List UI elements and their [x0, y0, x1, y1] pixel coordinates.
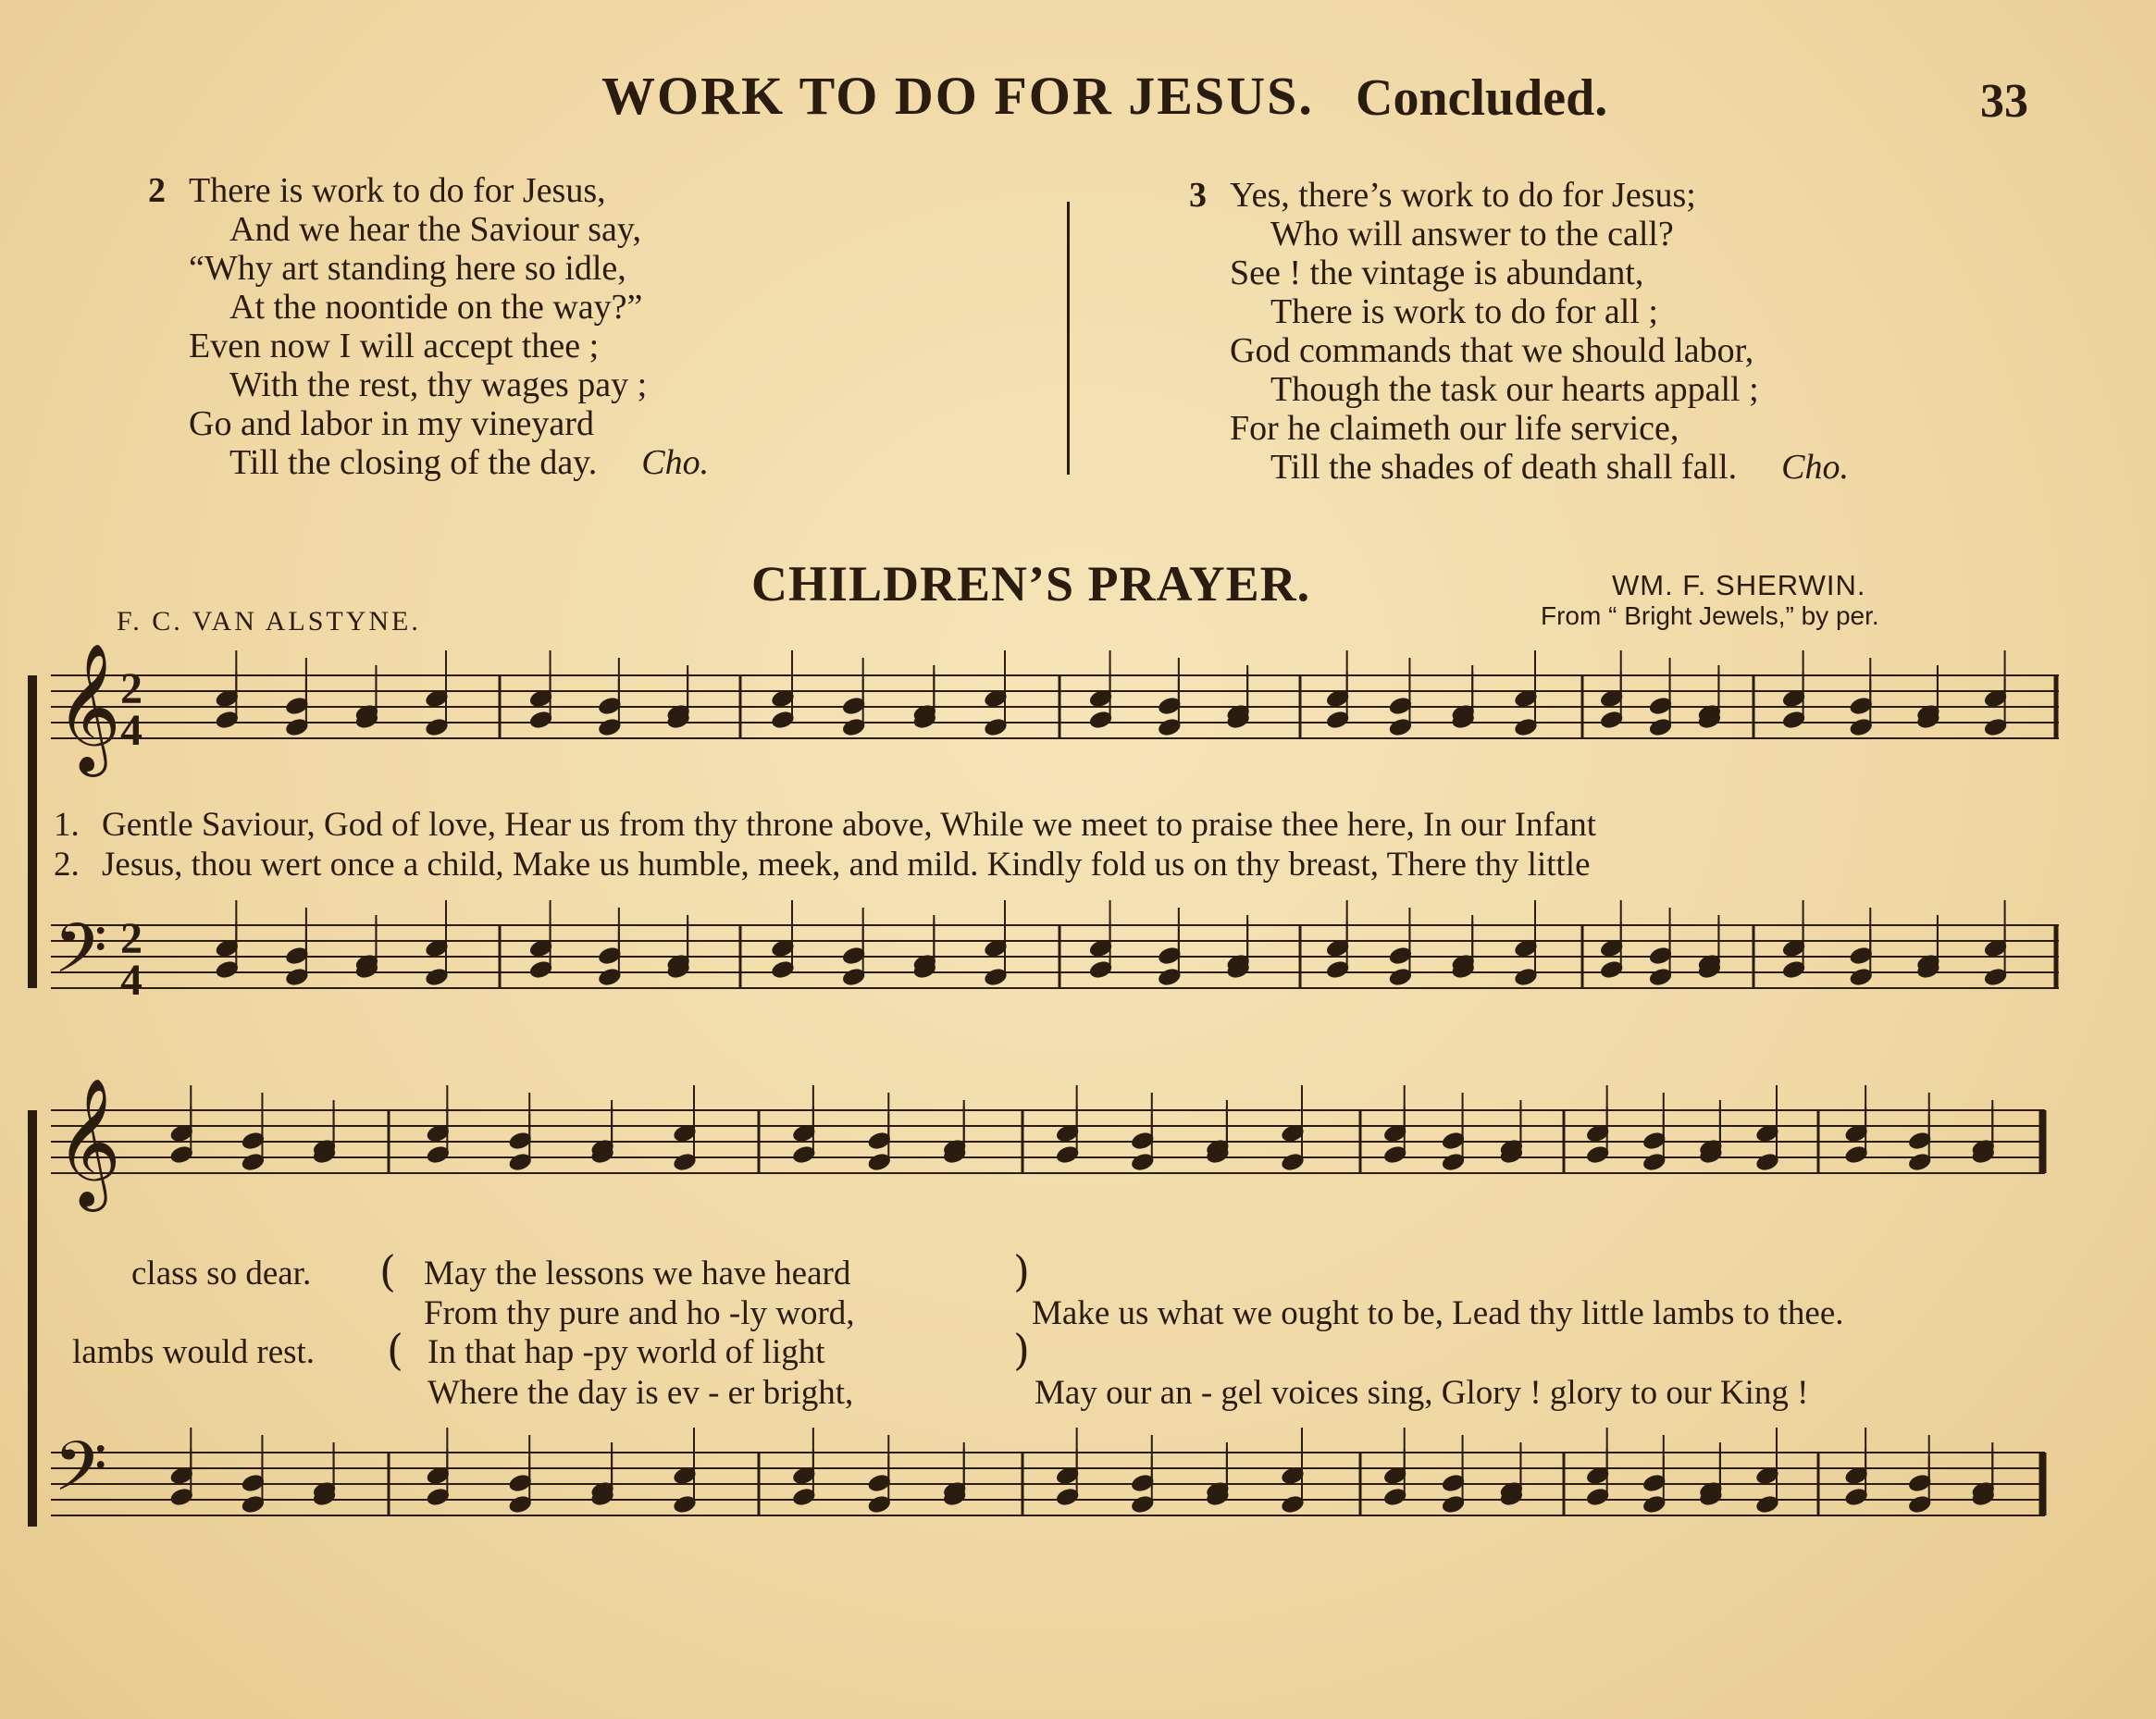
treble-clef-icon	[56, 1078, 121, 1212]
stanza-line: There is work to do for Jesus,	[189, 171, 606, 210]
lyric-line-verse-2: 2. Jesus, thou wert once a child, Make us humble, meek, and mild. Kindly fold us on thy breast, There thy little	[54, 846, 1591, 884]
stanza-number: 2	[148, 171, 166, 210]
chorus-line-1a: May the lessons we have heard	[424, 1255, 851, 1292]
brace-right: )	[1013, 1246, 1030, 1296]
lyric-continuation-1: class so dear.	[131, 1255, 312, 1292]
time-signature-top: 2	[120, 664, 142, 713]
stanza-line: “Why art standing here so idle,	[189, 249, 626, 288]
stanza-line: Till the shades of death shall fall.	[1270, 448, 1738, 487]
header-title: WORK TO DO FOR JESUS.	[601, 66, 1314, 126]
hymn-author: F. C. VAN ALSTYNE.	[117, 606, 421, 637]
svg-text:𝄢: 𝄢	[54, 909, 107, 1006]
svg-text:𝄞: 𝄞	[56, 1078, 121, 1206]
time-signature-bottom: 4	[120, 956, 142, 1005]
chorus-line-1b: From thy pure and ho -ly word,	[424, 1294, 855, 1332]
chorus-marker: Cho.	[641, 443, 710, 482]
svg-text:𝄞: 𝄞	[56, 643, 121, 772]
stanza-line: With the rest, thy wages pay ;	[229, 365, 648, 404]
stanza-line: See ! the vintage is abundant,	[1230, 254, 1644, 292]
time-signature-bottom: 4	[120, 706, 142, 755]
chorus-end-2: May our an - gel voices sing, Glory ! glory to our King !	[1035, 1374, 1809, 1412]
stanza-line: At the noontide on the way?”	[229, 288, 643, 327]
lyric-continuation-2: lambs would rest.	[72, 1333, 316, 1371]
svg-text:𝄢: 𝄢	[54, 1427, 107, 1524]
hymn-source: From “ Bright Jewels,” by per.	[1541, 601, 1879, 630]
time-signature-top: 2	[120, 914, 142, 963]
header-subtitle: Concluded.	[1356, 69, 1608, 127]
stanza-line: There is work to do for all ;	[1270, 292, 1658, 331]
chorus-marker: Cho.	[1781, 448, 1849, 487]
stanza-line: For he claimeth our life service,	[1230, 409, 1679, 448]
lyric-line-verse-1: 1. Gentle Saviour, God of love, Hear us from thy throne above, While we meet to praise thee here, In our Infant	[54, 806, 1597, 844]
brace-left: (	[387, 1325, 403, 1375]
treble-clef-icon	[56, 643, 121, 777]
stanza-line: God commands that we should labor,	[1230, 331, 1754, 370]
bass-clef-icon	[54, 1427, 107, 1524]
stanza-line: Though the task our hearts appall ;	[1270, 370, 1759, 409]
hymn-composer: WM. F. SHERWIN.	[1612, 569, 1866, 601]
stanza-line: Yes, there’s work to do for Jesus;	[1230, 176, 1696, 215]
brace-right: )	[1013, 1325, 1030, 1375]
stanza-line: Who will answer to the call?	[1270, 215, 1674, 254]
stanza-number: 3	[1189, 176, 1207, 215]
hymn-title: CHILDREN’S PRAYER.	[751, 556, 1311, 612]
bass-clef-icon	[54, 909, 107, 1006]
chorus-line-2a: In that hap -py world of light	[427, 1333, 825, 1371]
stanza-line: Go and labor in my vineyard	[189, 404, 594, 443]
chorus-end-1: Make us what we ought to be, Lead thy little lambs to thee.	[1032, 1294, 1844, 1332]
stanza-line: Even now I will accept thee ;	[189, 327, 600, 365]
chorus-line-2b: Where the day is ev - er bright,	[427, 1374, 854, 1412]
brace-left: (	[379, 1246, 396, 1296]
page-number: 33	[1980, 75, 2028, 128]
stanza-line: And we hear the Saviour say,	[229, 210, 641, 249]
stanza-line: Till the closing of the day.	[229, 443, 598, 482]
